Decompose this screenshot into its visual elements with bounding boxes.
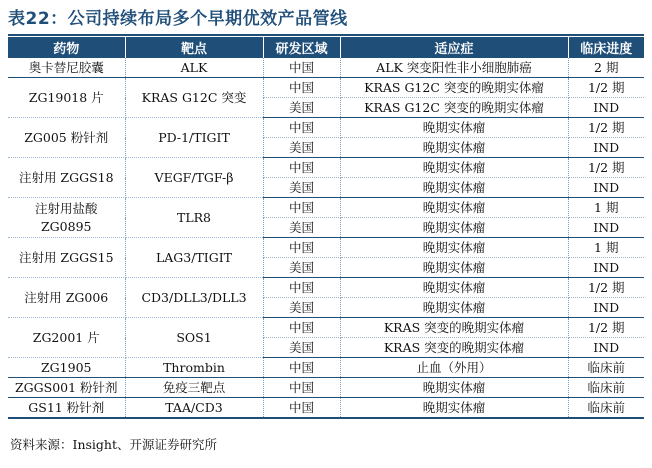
region-cell: 中国	[263, 278, 340, 298]
target-name: PD-1/TIGIT	[125, 118, 263, 158]
stage-cell: 1/2 期	[568, 318, 644, 338]
indication-cell: KRAS 突变的晚期实体瘤	[340, 338, 568, 358]
region-cell: 美国	[263, 138, 340, 158]
stage-cell: IND	[568, 138, 644, 158]
region-cell: 美国	[263, 338, 340, 358]
table-row	[8, 78, 644, 98]
header-target: 靶点	[125, 37, 263, 58]
indication-cell: 晚期实体瘤	[340, 258, 568, 278]
table-row	[8, 318, 644, 338]
indication-cell: 晚期实体瘤	[340, 298, 568, 318]
drug-name: 注射用盐酸 ZG0895	[8, 198, 125, 238]
stage-cell: 2 期	[568, 58, 644, 78]
target-name: VEGF/TGF-β	[125, 158, 263, 198]
region-cell: 美国	[263, 98, 340, 118]
table-row	[8, 398, 644, 419]
header-indication: 适应症	[340, 37, 568, 58]
drug-name: 注射用 ZG006	[8, 278, 125, 318]
stage-cell: IND	[568, 98, 644, 118]
table-row	[8, 278, 644, 298]
indication-cell: 晚期实体瘤	[340, 158, 568, 178]
target-name: CD3/DLL3/DLL3	[125, 278, 263, 318]
region-cell: 中国	[263, 78, 340, 98]
indication-cell: 晚期实体瘤	[340, 398, 568, 419]
indication-cell: 晚期实体瘤	[340, 378, 568, 398]
pipeline-table	[8, 37, 644, 419]
table-row	[8, 238, 644, 258]
drug-name: ZG1905	[8, 358, 125, 378]
stage-cell: IND	[568, 178, 644, 198]
stage-cell: 临床前	[568, 358, 644, 378]
stage-cell: 临床前	[568, 378, 644, 398]
region-cell: 美国	[263, 258, 340, 278]
table-row	[8, 58, 644, 78]
indication-cell: 晚期实体瘤	[340, 218, 568, 238]
region-cell: 中国	[263, 158, 340, 178]
drug-name: ZG2001 片	[8, 318, 125, 358]
region-cell: 中国	[263, 378, 340, 398]
source-note: 资料来源：Insight、开源证券研究所	[10, 437, 217, 452]
indication-cell: 晚期实体瘤	[340, 138, 568, 158]
region-cell: 中国	[263, 318, 340, 338]
stage-cell: 1/2 期	[568, 118, 644, 138]
drug-name: GS11 粉针剂	[8, 398, 125, 419]
region-cell: 中国	[263, 198, 340, 218]
drug-name: ZG005 粉针剂	[8, 118, 125, 158]
drug-name: 奥卡替尼胶囊	[8, 58, 125, 78]
caption-rule	[8, 34, 644, 36]
stage-cell: 1/2 期	[568, 158, 644, 178]
table-row	[8, 198, 644, 218]
header-region: 研发区域	[263, 37, 340, 58]
region-cell: 美国	[263, 298, 340, 318]
table-caption: 表22：公司持续布局多个早期优效产品管线	[8, 9, 348, 29]
target-name: KRAS G12C 突变	[125, 78, 263, 118]
stage-cell: IND	[568, 218, 644, 238]
table-row	[8, 118, 644, 138]
stage-cell: 1/2 期	[568, 278, 644, 298]
indication-cell: 晚期实体瘤	[340, 118, 568, 138]
target-name: LAG3/TIGIT	[125, 238, 263, 278]
target-name: Thrombin	[125, 358, 263, 378]
stage-cell: 临床前	[568, 398, 644, 419]
region-cell: 美国	[263, 218, 340, 238]
table-row	[8, 358, 644, 378]
target-name: SOS1	[125, 318, 263, 358]
region-cell: 美国	[263, 178, 340, 198]
target-name: ALK	[125, 58, 263, 78]
header-stage: 临床进度	[568, 37, 644, 58]
indication-cell: 晚期实体瘤	[340, 198, 568, 218]
indication-cell: ALK 突变阳性非小细胞肺癌	[340, 58, 568, 78]
indication-cell: 晚期实体瘤	[340, 278, 568, 298]
indication-cell: KRAS G12C 突变的晚期实体瘤	[340, 78, 568, 98]
drug-name: 注射用 ZGGS18	[8, 158, 125, 198]
target-name: TAA/CD3	[125, 398, 263, 419]
drug-name: ZG19018 片	[8, 78, 125, 118]
stage-cell: 1 期	[568, 198, 644, 218]
stage-cell: IND	[568, 298, 644, 318]
table-row	[8, 378, 644, 398]
target-name: TLR8	[125, 198, 263, 238]
indication-cell: 晚期实体瘤	[340, 178, 568, 198]
header-drug: 药物	[8, 37, 125, 58]
table-row	[8, 158, 644, 178]
stage-cell: IND	[568, 258, 644, 278]
indication-cell: 晚期实体瘤	[340, 238, 568, 258]
stage-cell: 1/2 期	[568, 78, 644, 98]
region-cell: 中国	[263, 238, 340, 258]
indication-cell: 止血（外用）	[340, 358, 568, 378]
indication-cell: KRAS 突变的晚期实体瘤	[340, 318, 568, 338]
region-cell: 中国	[263, 118, 340, 138]
drug-name: 注射用 ZGGS15	[8, 238, 125, 278]
stage-cell: 1 期	[568, 238, 644, 258]
drug-name: ZGGS001 粉针剂	[8, 378, 125, 398]
region-cell: 中国	[263, 58, 340, 78]
table-header-row	[8, 37, 644, 58]
indication-cell: KRAS G12C 突变的晚期实体瘤	[340, 98, 568, 118]
table-body	[8, 58, 644, 418]
region-cell: 中国	[263, 358, 340, 378]
stage-cell: IND	[568, 338, 644, 358]
target-name: 免疫三靶点	[125, 378, 263, 398]
region-cell: 中国	[263, 398, 340, 419]
